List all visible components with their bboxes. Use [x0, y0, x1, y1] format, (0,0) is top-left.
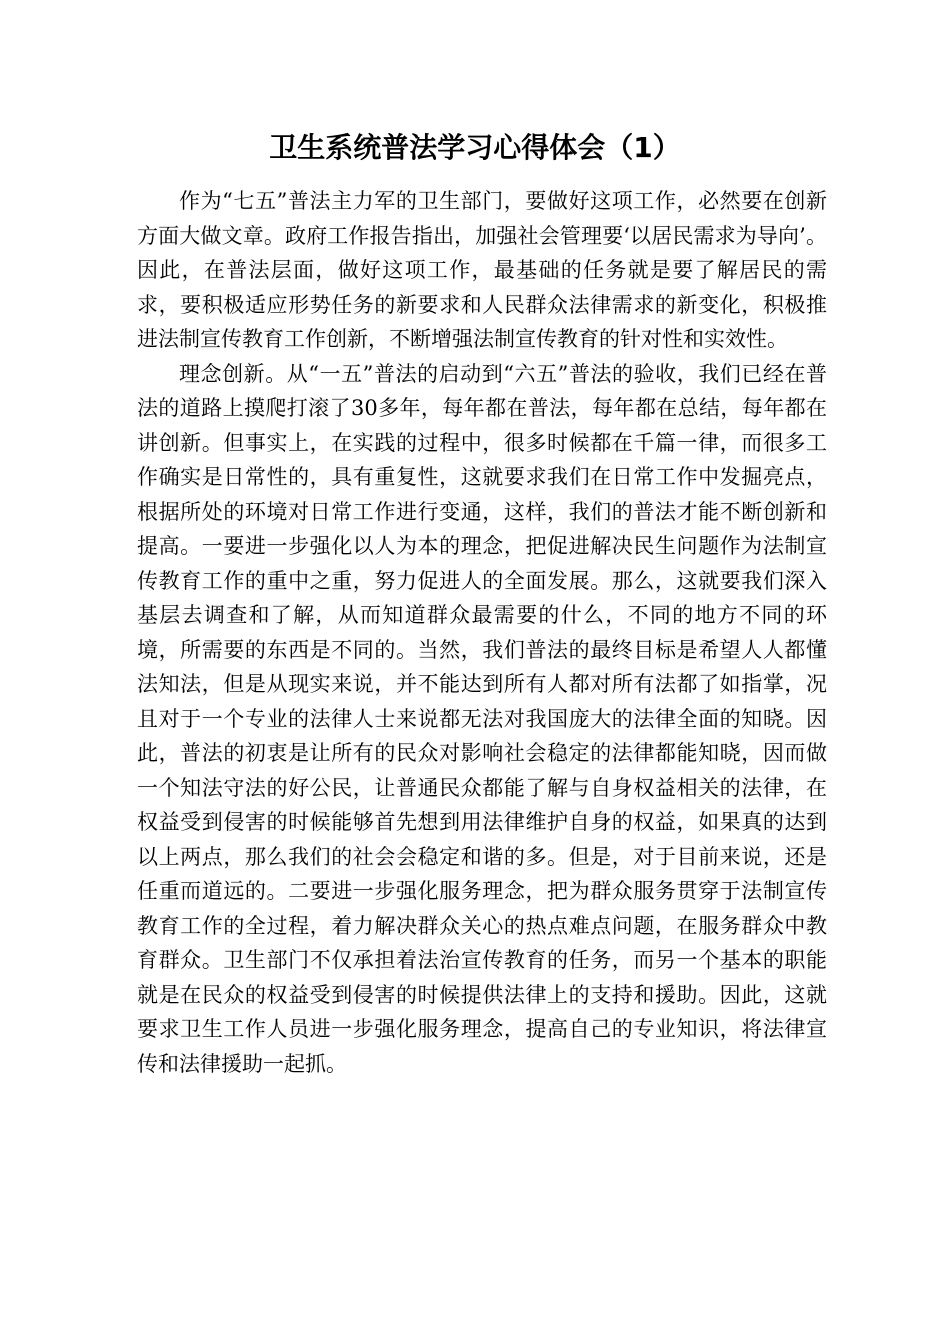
paragraph-concept-innovation: 理念创新。从“一五”普法的启动到“六五”普法的验收，我们已经在普法的道路上摸爬打滚了30多年，每年都在普法，每年都在总结，每年都在讲创新。但事实上，在实践的过程中，很多时候都在千篇一律，而很多工作确实是日常性的，具有重复性，这就要求我们在日常工作中发掘亮点，根据所处的环境对日常工作进行变通，这样，我们的普法才能不断创新和提高。一要进一步强化以人为本的理念，把促进解决民生问题作为法制宣传教育工作的重中之重，努力促进人的全面发展。那么，这就要我们深入基层去调查和了解，从而知道群众最需要的什么，不同的地方不同的环境，所需要的东西是不同的。当然，我们普法的最终目标是希望人人都懂法知法，但是从现实来说，并不能达到所有人都对所有法都了如指掌，况且对于一个专业的法律人士来说都无法对我国庞大的法律全面的知晓。因此，普法的初衷是让所有的民众对影响社会稳定的法律都能知晓，因而做一个知法守法的好公民，让普通民众都能了解与自身权益相关的法律，在权益受到侵害的时候能够首先想到用法律维护自身的权益，如果真的达到以上两点，那么我们的社会会稳定和谐的多。但是，对于目前来说，还是任重而道远的。二要进一步强化服务理念，把为群众服务贯穿于法制宣传教育工作的全过程，着力解决群众关心的热点难点问题，在服务群众中教育群众。卫生部门不仅承担着法治宣传教育的任务，而另一个基本的职能就是在民众的权益受到侵害的时候提供法律上的支持和援助。因此，这就要求卫生工作人员进一步强化服务理念，提高自己的专业知识，将法律宣传和法律援助一起抓。: [137, 361, 827, 1076]
paragraph-intro: 作为“七五”普法主力军的卫生部门，要做好这项工作，必然要在创新方面大做文章。政府工作报告指出，加强社会管理要‘以居民需求为导向’。因此，在普法层面，做好这项工作，最基础的任务就是要了解居民的需求，要积极适应形势任务的新要求和人民群众法律需求的新变化，积极推进法制宣传教育工作创新，不断增强法制宣传教育的针对性和实效性。: [137, 189, 827, 351]
document-title: 卫生系统普法学习心得体会（1）: [269, 131, 681, 164]
document-body: [137, 184, 827, 1081]
